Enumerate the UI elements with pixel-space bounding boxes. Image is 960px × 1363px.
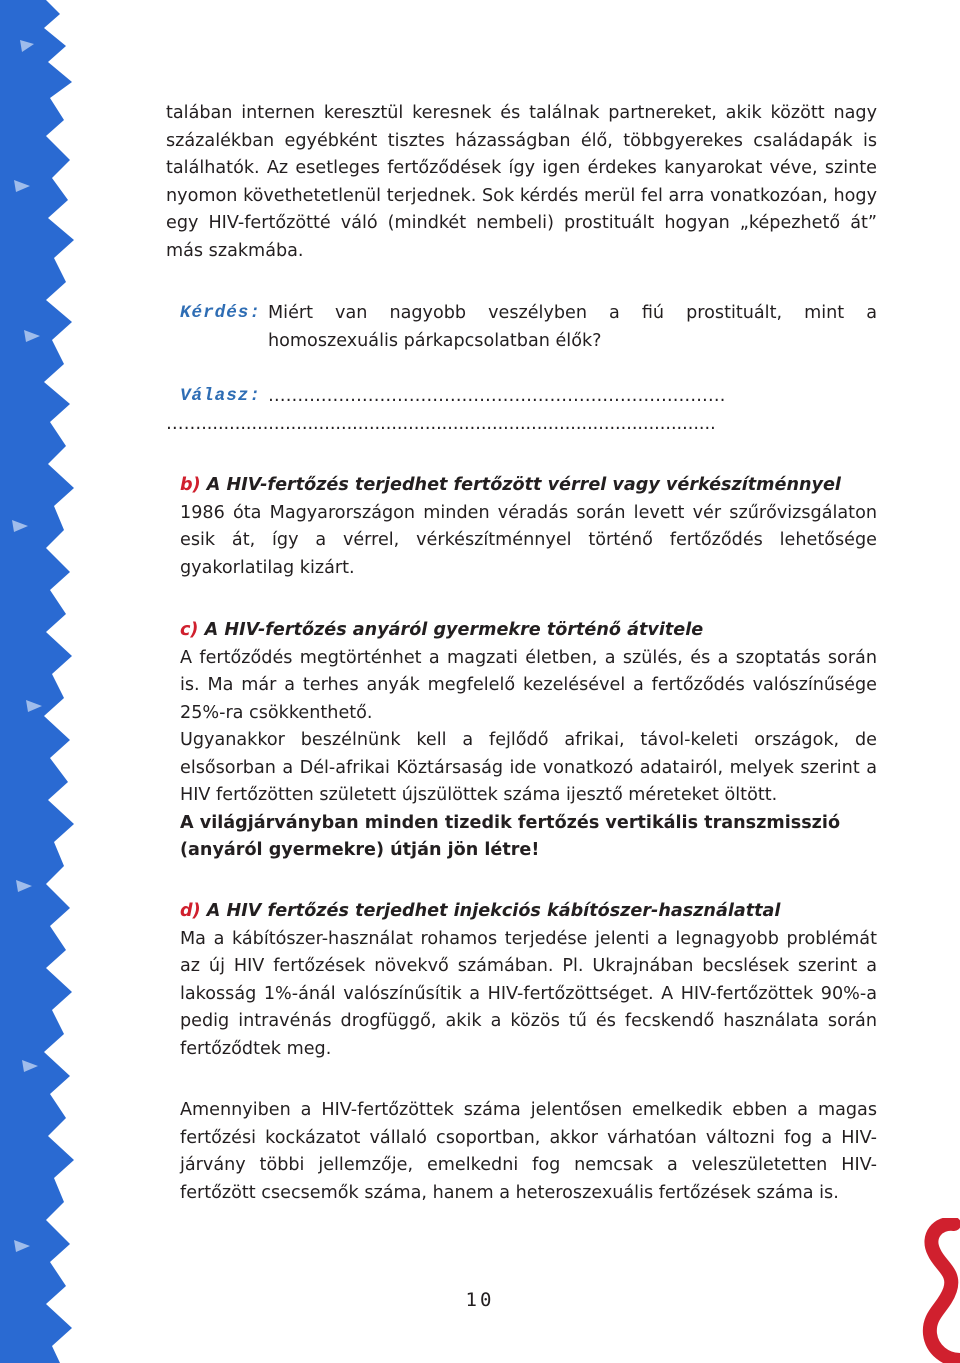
section-d-title: A HIV fertőzés terjedhet injekciós kábítószer-használattal [206,901,781,921]
question-label: Kérdés: [180,303,261,323]
section-c-body-2: Ugyanakkor beszélnünk kell a fejlődő afrikai, távol-keleti országok, de elsősorban a Dél-afrikai Köztársaság ide vonatkozó adatairól, melyek szerint a HIV fertőzötten született újszülöttek száma ijesztő méreteket öltött. [180,730,877,805]
section-c-emphasis: A világjárványban minden tizedik fertőzés vertikális transzmisszió (anyáról gyermekre) útján jön létre! [180,812,841,860]
section-c [166,617,877,865]
section-b-body: 1986 óta Magyarországon minden véradás során levett vér szűrővizsgálaton esik át, így a vérrel, vérkészítménnyel történő fertőződés lehetősége gyakorlatilag kizárt. [180,502,877,578]
answer-dots-line-2: ……............................................................................................ [166,413,716,434]
closing-paragraph [166,1097,877,1207]
section-c-body-1: A fertőződés megtörténhet a magzati életben, a szülés, és a szoptatás során is. Ma már a terhes anyák megfelelő kezelésével a fertőződés valószínűsége 25%-ra csökkenthető. [180,647,877,723]
section-d-body: Ma a kábítószer-használat rohamos terjedése jelenti a legnagyobb problémát az új HIV fertőzések növekvő számában. Pl. Ukrajnában becslések szerint a lakosság 1%-ánál valószínűsítik a HIV-fertőzöttséget. A HIV-fertőzöttek 90%-a pedig intravénás drogfüggő, akik a közös tű és fecskendő használata során fertőződtek meg. [180,928,877,1059]
question-block [166,300,877,355]
page-number: 10 [465,1289,495,1311]
section-b [166,472,877,582]
section-b-letter: b) [180,475,201,495]
section-b-title: A HIV-fertőzés terjedhet fertőzött vérrel vagy vérkészítménnyel [206,475,841,495]
answer-block [166,383,877,438]
intro-text: talában internen keresztül keresnek és találnak partnereket, akik között nagy százalékban egyébként tisztes házasságban élő, többgyerekes családapák is találhatók. Az esetleges fertőződések így igen érdekes kanyarokat véve, szinte nyomon követhetetlenül terjednek. Sok kérdés merül fel arra vonatkozóan, hogy egy HIV-fertőzötté váló (mindkét nembeli) prostituált hogyan „képezhető át” más szakmába. [166,103,877,261]
section-c-letter: c) [180,620,199,640]
blue-brush-stripe [0,0,82,1363]
section-d-heading [166,898,877,926]
section-c-title: A HIV-fertőzés anyáról gyermekre történő átvitele [204,620,704,640]
closing-text: Amennyiben a HIV-fertőzöttek száma jelentősen emelkedik ebben a magas fertőzési kockázatot vállaló csoportban, akkor várhatóan változni fog a HIV-járvány többi jellemzője, emelkedni fog nemcsak a veleszületetten HIV-fertőzött csecsemők száma, hanem a heteroszexuális fertőzések száma is. [180,1100,877,1203]
question-text: Miért van nagyobb veszélyben a fiú prostituált, mint a homoszexuális párkapcsolatban élők? [268,303,877,351]
section-d-letter: d) [180,901,201,921]
section-b-heading [166,472,877,500]
intro-paragraph [166,100,877,265]
answer-label: Válasz: [180,386,261,406]
answer-dots-line-1: …………………………………………………………………… [268,386,726,406]
section-d [166,898,877,1063]
section-c-heading [166,617,877,645]
